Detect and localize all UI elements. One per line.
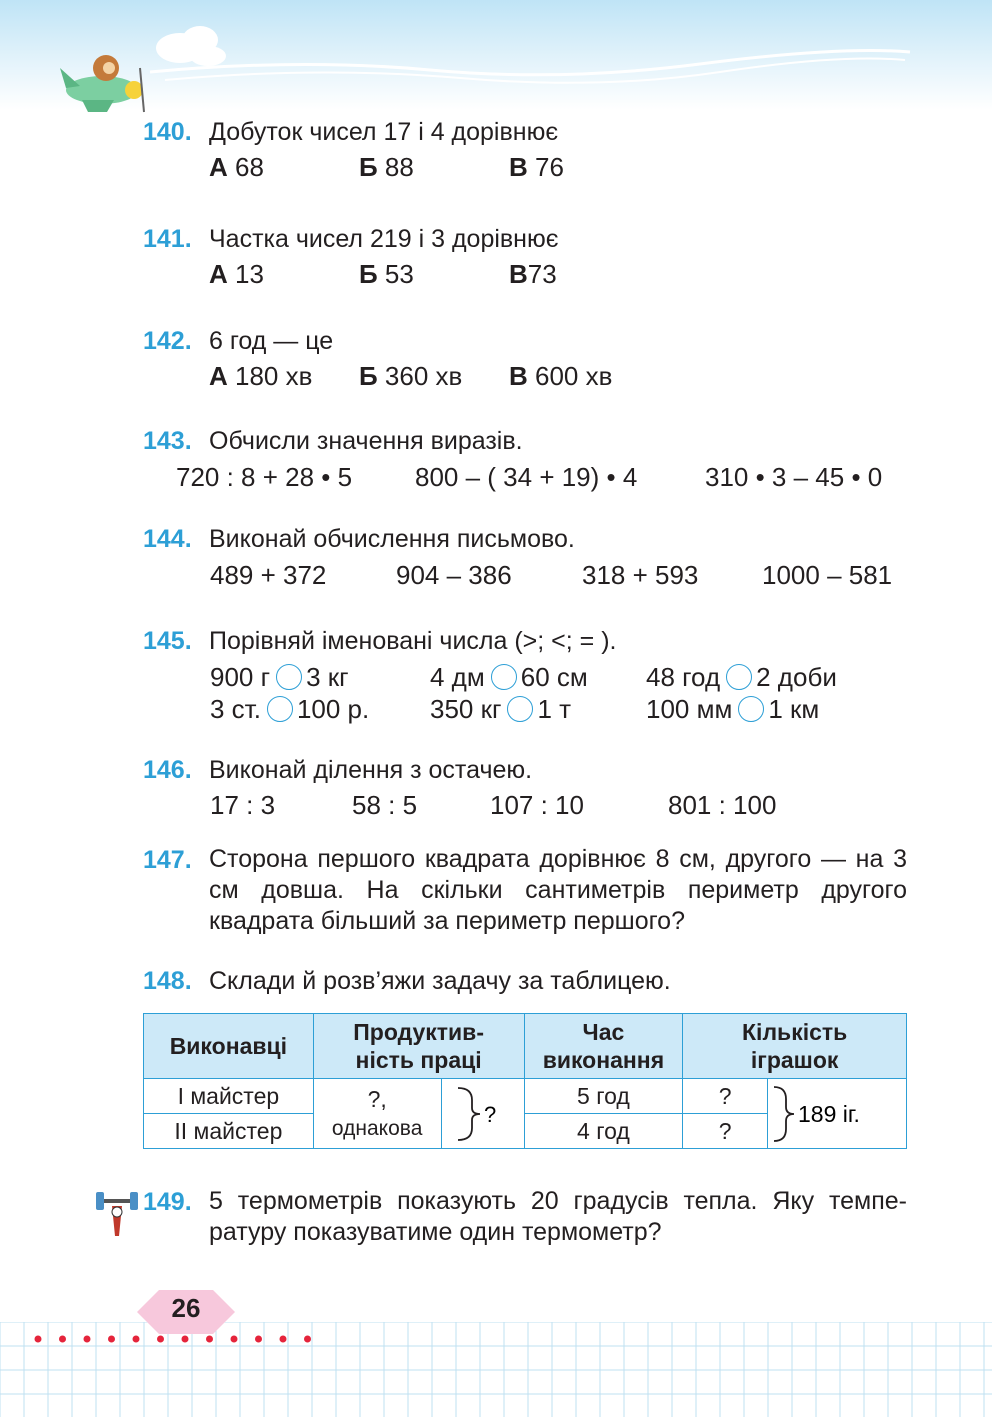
- option-a: А 13: [209, 259, 264, 289]
- expression: 489 + 372: [210, 560, 327, 590]
- task-number: 142.: [143, 327, 192, 355]
- brace-question: ?: [483, 1101, 496, 1127]
- task-146: [143, 754, 913, 786]
- compare-circle[interactable]: [507, 696, 533, 722]
- option-c: В 76: [509, 152, 564, 182]
- expression: 801 : 100: [668, 790, 777, 820]
- task-number: 144.: [143, 525, 192, 553]
- task-number: 147.: [143, 846, 192, 874]
- task-143: [143, 425, 913, 457]
- compare-pair: 350 кг 1 т: [430, 694, 572, 724]
- task-text: 5 термометрів показують 20 градусів тепла. Яку температуру показуватиме один термометр?: [209, 1187, 907, 1246]
- total-value: 189 іг.: [797, 1100, 860, 1127]
- task-149: [143, 1186, 209, 1218]
- expression: 800 – ( 34 + 19) • 4: [415, 462, 638, 492]
- compare-circle[interactable]: [267, 696, 293, 722]
- task-text: Обчисли значення виразів.: [209, 427, 523, 455]
- task-text: Виконай ділення з остачею.: [209, 756, 533, 784]
- task-number: 141.: [143, 225, 192, 253]
- expression: 1000 – 581: [762, 560, 893, 590]
- task-text: 6 год — це: [209, 327, 334, 355]
- compare-pair: 3 ст. 100 р.: [210, 694, 370, 724]
- expression: 310 • 3 – 45 • 0: [705, 462, 883, 492]
- cloud-icon: [156, 26, 226, 66]
- table-header: Виконавці: [144, 1014, 314, 1079]
- table-cell: [313, 1079, 441, 1149]
- compare-circle[interactable]: [738, 696, 764, 722]
- prod-value: ?,: [367, 1085, 387, 1112]
- task-number: 140.: [143, 118, 192, 146]
- task-text: Склади й розв’яжи задачу за таблицею.: [209, 967, 671, 995]
- task-140: [143, 116, 913, 148]
- task-number: 148.: [143, 967, 192, 995]
- option-a: А 180 хв: [209, 361, 313, 391]
- expression: 107 : 10: [490, 790, 584, 820]
- expression: 58 : 5: [352, 790, 418, 820]
- compare-pair: 4 дм 60 см: [430, 662, 588, 692]
- table-cell: І майстер: [144, 1079, 314, 1114]
- task-number: 146.: [143, 756, 192, 784]
- compare-circle[interactable]: [726, 664, 752, 690]
- task-142: [143, 325, 913, 357]
- expression: 318 + 593: [582, 560, 699, 590]
- expression: 17 : 3: [210, 790, 276, 820]
- table-cell: 5 год: [524, 1079, 683, 1114]
- data-table: [143, 1013, 907, 1149]
- task-text: Виконай обчислення письмово.: [209, 525, 575, 553]
- task-145: [143, 625, 913, 657]
- compare-pair: 100 мм 1 км: [646, 694, 820, 724]
- compare-circle[interactable]: [276, 664, 302, 690]
- dumbbell-icon: [92, 1186, 142, 1242]
- table-cell: 4 год: [524, 1114, 683, 1149]
- task-text: Сторона першого квадрата дорівнює 8 см, другого — на 3 см довша. На скільки сантиметрів периметр другого квадрата більший за периметр першого?: [209, 845, 907, 935]
- expression: 904 – 386: [396, 560, 512, 590]
- task-text: Добуток чисел 17 і 4 дорівнює: [209, 118, 559, 146]
- table-cell: ?: [683, 1079, 768, 1114]
- compare-pair: 900 г 3 кг: [210, 662, 349, 692]
- task-number: 149.: [143, 1188, 192, 1216]
- page-number: 26: [171, 1293, 201, 1323]
- table-cell: [767, 1079, 906, 1149]
- table-cell: ІІ майстер: [144, 1114, 314, 1149]
- task-number: 145.: [143, 627, 192, 655]
- task-number: 143.: [143, 427, 192, 455]
- table-cell: [441, 1079, 524, 1149]
- option-b: Б 88: [359, 152, 414, 182]
- option-b: Б 53: [359, 259, 414, 289]
- expression: 720 : 8 + 28 • 5: [176, 462, 353, 492]
- option-a: А 68: [209, 152, 264, 182]
- task-141: [143, 223, 913, 255]
- task-text: Порівняй іменовані числа (>; <; = ).: [209, 627, 617, 655]
- table-cell: ?: [683, 1114, 768, 1149]
- brace-total: [768, 1083, 906, 1145]
- option-c: В 600 хв: [509, 361, 613, 391]
- plane-icon: [52, 38, 152, 118]
- compare-circle[interactable]: [491, 664, 517, 690]
- option-c: В73: [509, 259, 557, 289]
- task-148: [143, 965, 913, 997]
- task-144: [143, 523, 913, 555]
- option-b: Б 360 хв: [359, 361, 463, 391]
- brace-icon: [448, 1084, 518, 1144]
- table-header: Кількість іграшок: [683, 1014, 907, 1079]
- table-header: Продуктив- ність праці: [313, 1014, 524, 1079]
- prod-note: однакова: [331, 1116, 423, 1140]
- task-147: [143, 844, 209, 876]
- table-header: Час виконання: [524, 1014, 683, 1079]
- dot-row: [28, 1332, 328, 1346]
- compare-pair: 48 год 2 доби: [646, 662, 837, 692]
- task-text: Частка чисел 219 і 3 дорівнює: [209, 225, 559, 253]
